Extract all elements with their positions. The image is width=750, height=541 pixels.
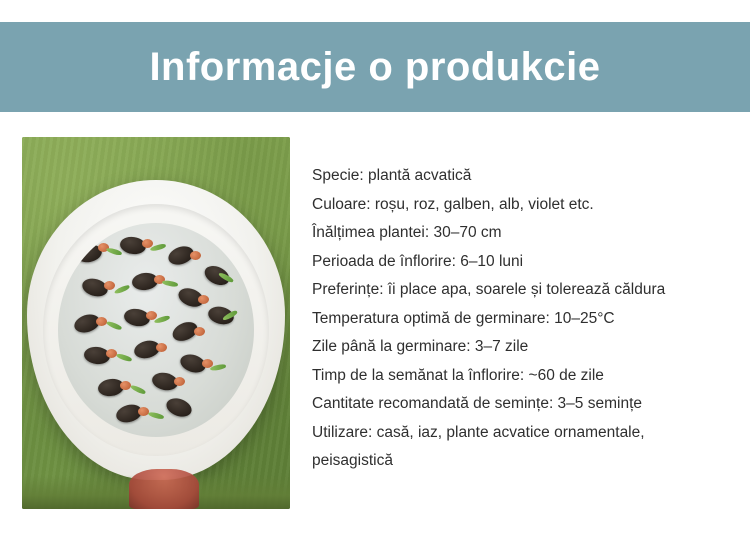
photo-leaf [148, 411, 165, 420]
photo-sprout [156, 343, 167, 352]
spec-item: Preferințe: îi place apa, soarele și tolerează căldura [312, 281, 666, 298]
content-area [0, 112, 750, 541]
photo-leaf [162, 280, 179, 288]
spec-item: Specie: plantă acvatică [312, 167, 472, 184]
photo-leaf [130, 384, 147, 396]
spec-item: Culoare: roșu, roz, galben, alb, violet etc. [312, 195, 594, 213]
photo-sprout [198, 295, 209, 304]
photo-water [58, 223, 254, 437]
page-title: Informacje o produkcie [149, 45, 601, 89]
photo-seed [164, 396, 194, 421]
photo-sprout [138, 407, 149, 416]
photo-sprout [120, 381, 131, 390]
photo-leaf [106, 320, 123, 331]
photo-sprout [194, 327, 205, 336]
spec-item: Timp de la semănat la înflorire: ~60 de zile [312, 366, 604, 384]
photo-sprout [174, 377, 185, 386]
spec-item: Temperatura optimă de germinare: 10–25°C [312, 309, 615, 327]
photo-sprout [190, 251, 201, 260]
photo-leaf [106, 247, 123, 257]
photo-sprout [96, 317, 107, 326]
photo-leaf [114, 285, 131, 296]
spec-item: Zile până la germinare: 3–7 zile [312, 338, 529, 355]
header-band [0, 22, 750, 112]
spec-item: Utilizare: casă, iaz, plante acvatice ornamentale, peisagistică [312, 423, 645, 469]
spec-item: Înălțimea plantei: 30–70 cm [312, 224, 502, 241]
photo-leaf [116, 353, 133, 363]
photo-sprout [104, 281, 115, 290]
product-photo [22, 137, 290, 509]
specification-list [312, 162, 724, 476]
photo-sprout [106, 349, 117, 358]
spec-item: Cantitate recomandată de semințe: 3–5 semințe [312, 395, 642, 412]
photo-red-cloth [129, 469, 199, 509]
spec-item: Perioada de înflorire: 6–10 luni [312, 252, 524, 270]
